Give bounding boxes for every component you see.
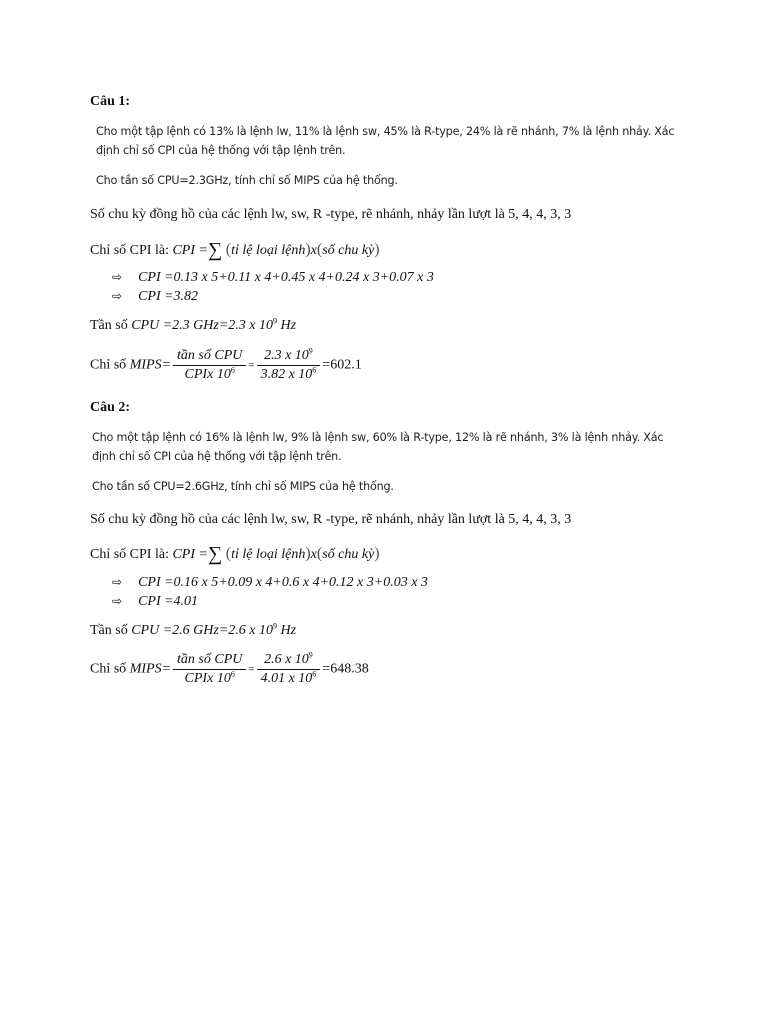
q2-problem-line-3: Cho tần số CPU=2.6GHz, tính chỉ số MIPS của hệ thống. <box>92 480 394 493</box>
q1-mips-den2-exp: 6 <box>312 365 317 375</box>
arrow-right-icon: ⇨ <box>112 575 123 589</box>
q1-cpi-times: x <box>310 243 317 258</box>
q2-frequency <box>90 623 296 639</box>
arrow-right-icon: ⇨ <box>112 270 123 284</box>
q2-cpi-calc-row <box>112 573 428 591</box>
q1-freq-expr: CPU =2.3 GHz=2.3 x 10 <box>131 318 273 333</box>
question-2-heading: Câu 2: <box>90 400 131 415</box>
q2-mips-den2-exp: 6 <box>312 669 317 679</box>
sum-icon: ∑ <box>207 239 223 261</box>
q1-cpi-calc: CPI =0.13 x 5+0.11 x 4+0.45 x 4+0.24 x 3+0.07 x 3 <box>138 270 434 285</box>
q1-mips-den1: CPIx 10 <box>184 367 231 382</box>
q2-mips-eq: = <box>248 663 255 676</box>
q2-freq-label: Tần số <box>90 623 128 638</box>
q1-cycles-line: Số chu kỳ đồng hồ của các lệnh lw, sw, R -type, rẽ nhánh, nhảy lần lượt là 5, 4, 4, 3, 3 <box>90 207 572 222</box>
q2-freq-expr: CPU =2.6 GHz=2.6 x 10 <box>131 623 273 638</box>
q2-mips-formula <box>90 652 369 687</box>
q1-cpi-term2: số chu kỳ <box>322 243 375 258</box>
q2-cycles-line: Số chu kỳ đồng hồ của các lệnh lw, sw, R -type, rẽ nhánh, nhảy lần lượt là 5, 4, 4, 3, 3 <box>90 512 572 527</box>
q2-cpi-times: x <box>310 547 317 562</box>
arrow-right-icon: ⇨ <box>112 289 123 303</box>
q1-frequency <box>90 318 296 334</box>
q1-mips-fraction-1 <box>173 348 246 383</box>
q1-mips-den1-exp: 6 <box>230 365 235 375</box>
q1-mips-lhs: MIPS= <box>129 357 172 373</box>
q1-freq-unit: Hz <box>280 318 297 333</box>
q1-cpi-lhs: CPI = <box>172 243 208 258</box>
q1-mips-num1: tần số CPU <box>173 348 246 366</box>
q2-mips-fraction-2 <box>257 652 321 687</box>
q2-mips-den1: CPIx 10 <box>184 671 231 686</box>
arrow-right-icon: ⇨ <box>112 594 123 608</box>
q2-cpi-result-row <box>112 592 198 610</box>
q1-mips-num2: 2.3 x 10 <box>264 348 309 363</box>
q2-mips-den2: 4.01 x 10 <box>260 671 313 686</box>
q2-problem-line-2: định chỉ số CPI của hệ thống với tập lệnh trên. <box>92 450 342 463</box>
q2-mips-fraction-1 <box>173 652 246 687</box>
q1-mips-den2: 3.82 x 10 <box>260 367 313 382</box>
q2-cpi-label: Chỉ số CPI là: <box>90 547 169 562</box>
q2-mips-label: Chỉ số <box>90 661 127 677</box>
q2-mips-lhs: MIPS= <box>129 661 172 677</box>
q1-cpi-result: CPI =3.82 <box>138 289 199 304</box>
q2-freq-exp: 9 <box>273 621 277 631</box>
q1-cpi-formula: Chỉ số CPI là: CPI =∑ (tỉ lệ loại lệnh)x(số chu kỳ) <box>90 239 380 261</box>
q2-mips-num1: tần số CPU <box>173 652 246 670</box>
q2-mips-den1-exp: 6 <box>230 669 235 679</box>
q1-mips-eq: = <box>248 359 255 372</box>
q1-problem-line-3: Cho tần số CPU=2.3GHz, tính chỉ số MIPS của hệ thống. <box>96 174 398 187</box>
q2-cpi-calc: CPI =0.16 x 5+0.09 x 4+0.6 x 4+0.12 x 3+0.03 x 3 <box>138 575 428 590</box>
q1-mips-num2-exp: 9 <box>308 346 313 356</box>
sum-icon: ∑ <box>207 543 223 565</box>
q2-cpi-formula: Chỉ số CPI là: CPI =∑ (tỉ lệ loại lệnh)x(số chu kỳ) <box>90 543 380 565</box>
q2-cpi-term2: số chu kỳ <box>322 547 375 562</box>
q1-cpi-term1: tỉ lệ loại lệnh <box>231 243 306 258</box>
question-1-heading: Câu 1: <box>90 94 131 109</box>
q1-mips-result: =602.1 <box>322 357 362 373</box>
q1-problem-line-2: định chỉ số CPI của hệ thống với tập lệnh trên. <box>96 144 346 157</box>
q2-mips-result: =648.38 <box>322 661 369 677</box>
q2-mips-num2-exp: 9 <box>308 650 313 660</box>
q1-mips-formula <box>90 348 362 383</box>
q1-freq-label: Tần số <box>90 318 128 333</box>
q2-cpi-result: CPI =4.01 <box>138 594 199 609</box>
q1-cpi-calc-row <box>112 268 434 286</box>
q1-freq-exp: 9 <box>273 316 277 326</box>
q1-cpi-result-row <box>112 287 198 305</box>
q2-cpi-term1: tỉ lệ loại lệnh <box>231 547 306 562</box>
q1-mips-label: Chỉ số <box>90 357 127 373</box>
q2-freq-unit: Hz <box>280 623 297 638</box>
q2-cpi-lhs: CPI = <box>172 547 208 562</box>
q1-problem-line-1: Cho một tập lệnh có 13% là lệnh lw, 11% là lệnh sw, 45% là R-type, 24% là rẽ nhánh, 7% là lệnh nhảy. Xác <box>96 125 675 138</box>
q1-mips-fraction-2 <box>257 348 321 383</box>
q1-cpi-label: Chỉ số CPI là: <box>90 243 169 258</box>
q2-problem-line-1: Cho một tập lệnh có 16% là lệnh lw, 9% là lệnh sw, 60% là R-type, 12% là rẽ nhánh, 3% là lệnh nhảy. Xác <box>92 431 664 444</box>
q2-mips-num2: 2.6 x 10 <box>264 652 309 667</box>
